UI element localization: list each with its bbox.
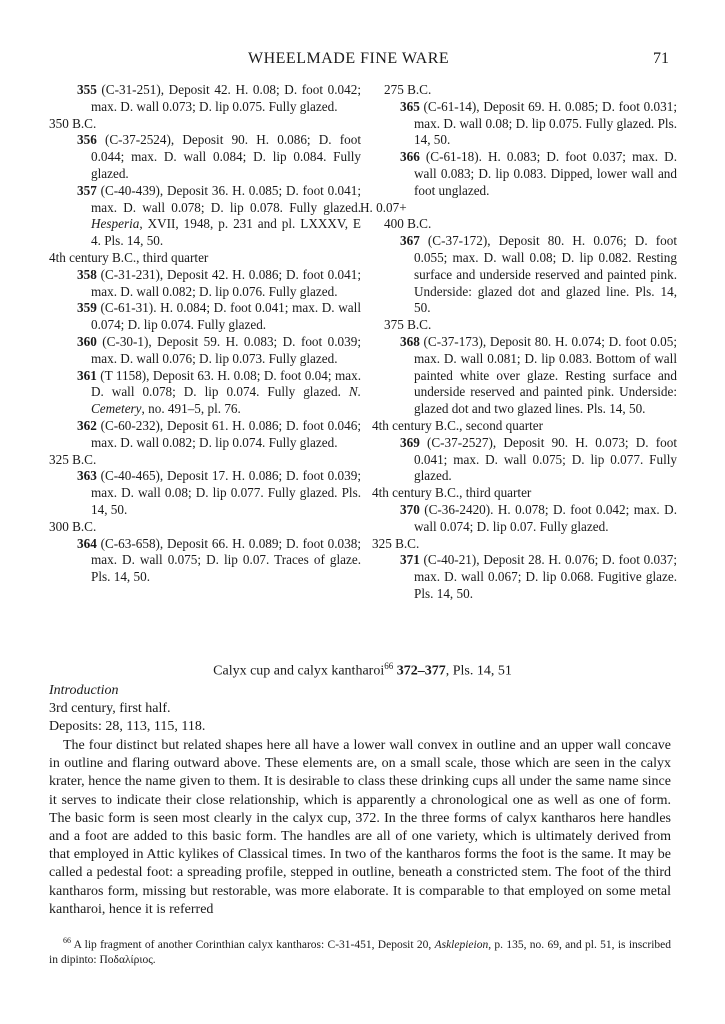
citation-title: Hesperia: [91, 216, 140, 232]
entry-number: 358: [77, 266, 97, 282]
catalogue-entry: [49, 418, 361, 452]
entry-text: (C-30-1), Deposit 59. H. 0.083; D. foot 0.039; max. D. wall 0.076; D. lip 0.073. Fully glazed.: [91, 333, 361, 366]
entry-text-tail: , XVII, 1948, p. 231 and pl. LXXXV, E 4. Pls. 14, 50.: [91, 216, 361, 249]
catalogue-entry: [49, 183, 361, 250]
entry-text: (T 1158), Deposit 63. H. 0.08; D. foot 0.04; max. D. wall 0.078; D. lip 0.074. Fully glazed.: [91, 367, 361, 400]
introduction-paragraph: The four distinct but related shapes here all have a lower wall convex in outline and an upper wall concave in outline and flaring outward above. These elements are, on a small scale, those which are seen in the calyx krater, hence the name given to them. It is desirable to class these drinking cups all under the same name since it serves to indicate their close relationship, which is apparently a chronological one as well as one of form. The basic form is seen most clearly in the calyx cup, 372. In the three forms of calyx kantharos here handles and a foot are added to this basic form. The handles are all of one variety, which is ultimately derived from that employed in Attic kylikes of Classical times. In two of the kantharos forms the foot is the same. It may be called a pedestal foot: a spreading profile, stepped in outline, beneath a constricted stem. The foot of the third kantharos form, missing but restorable, was more elaborate. It is comparable to that employed on some metal kantharoi, hence it is referred: [49, 738, 671, 917]
entry-number: 365: [400, 98, 420, 114]
date-heading: 325 B.C.: [49, 451, 97, 467]
catalogue-right-column: [360, 82, 677, 603]
catalogue-entry: [372, 233, 677, 317]
catalogue-entry: [49, 300, 361, 334]
entry-text: (C-60-232), Deposit 61. H. 0.086; D. foot 0.046; max. D. wall 0.082; D. lip 0.074. Fully glazed.: [91, 417, 361, 450]
entry-number: 369: [400, 434, 420, 450]
entry-text: (C-61-31). H. 0.084; D. foot 0.041; max. D. wall 0.074; D. lip 0.074. Fully glazed.: [91, 300, 361, 333]
catalogue-entry: [49, 468, 361, 518]
entry-number: 368: [400, 333, 420, 349]
footnote-citation: Asklepieion: [434, 938, 489, 951]
entry-text: (C-61-18). H. 0.083; D. foot 0.037; max. D. wall 0.083; D. lip 0.083. Dipped, lower wall and foot unglazed.: [414, 149, 677, 198]
catalogue-entry: [372, 435, 677, 485]
entry-text: (C-31-251), Deposit 42. H. 0.08; D. foot 0.042; max. D. wall 0.073; D. lip 0.075. Fully glazed.: [91, 82, 361, 114]
entry-text: (C-37-2527), Deposit 90. H. 0.073; D. foot 0.041; max. D. wall 0.075; D. lip 0.077. Fully glazed.: [414, 434, 677, 484]
entry-number: 371: [400, 552, 420, 568]
date-heading: 4th century B.C., third quarter: [372, 485, 532, 501]
catalogue-entry: [372, 552, 677, 602]
entry-number: 367: [400, 233, 420, 249]
date-heading: 4th century B.C., third quarter: [49, 249, 209, 265]
footnote-text: A lip fragment of another Corinthian calyx kantharos: C-31-451, Deposit 20,: [71, 938, 435, 951]
entry-text: (C-61-14), Deposit 69. H. 0.085; D. foot 0.031; max. D. wall 0.08; D. lip 0.075. Fully glazed. Pls. 14, 50.: [414, 98, 677, 148]
catalogue-entry: [372, 334, 677, 418]
footnote-text-tail: , p. 135, no. 69, and pl. 51, is inscribed in dipinto: Ποδαλίριος.: [49, 938, 671, 966]
date-heading: 375 B.C.: [384, 317, 432, 333]
entry-text: (C-40-465), Deposit 17. H. 0.086; D. foot 0.039; max. D. wall 0.08; D. lip 0.077. Fully glazed. Pls. 14, 50.: [91, 468, 361, 517]
entry-number: 366: [400, 149, 420, 165]
entry-text: (C-63-658), Deposit 66. H. 0.089; D. foot 0.038; max. D. wall 0.075; D. lip 0.07. Traces of glaze. Pls. 14, 50.: [91, 535, 361, 585]
deposits-line: Deposits: 28, 113, 115, 118.: [49, 719, 206, 734]
catalogue-entry: [372, 149, 677, 199]
entry-text: (C-36-2420). H. 0.078; D. foot 0.042; max. D. wall 0.074; D. lip 0.07. Fully glazed.: [414, 501, 677, 534]
page-number: 71: [653, 50, 669, 67]
date-heading: 300 B.C.: [49, 518, 97, 534]
date-line: 3rd century, first half.: [49, 701, 171, 716]
entry-text-tail: , no. 491–5, pl. 76.: [141, 401, 241, 417]
catalogue-entry: [49, 132, 361, 182]
section-title: [0, 661, 725, 680]
date-heading: 350 B.C.: [49, 115, 97, 131]
footnote: [49, 933, 671, 968]
entry-number: 360: [77, 333, 97, 349]
entry-text: (C-37-173), Deposit 80. H. 0.074; D. foot 0.05; max. D. wall 0.081; D. lip 0.083. Bottom of wall painted white over glaze. Resting surface and underside reserved and painted pink. Underside: glazed dot and two glazed lines. Pls. 14, 50.: [414, 333, 677, 417]
catalogue-entry: [372, 99, 677, 149]
section-title-plates: , Pls. 14, 51: [445, 663, 512, 679]
entry-number: 355: [77, 82, 97, 97]
entry-number: 363: [77, 468, 97, 484]
introduction-label: Introduction: [49, 683, 119, 698]
catalogue-left-column: [49, 82, 361, 586]
section-title-text: Calyx cup and calyx kantharoi: [213, 663, 385, 679]
catalogue-entry: [49, 334, 361, 368]
catalogue-entry: [49, 267, 361, 301]
height-heading: H. 0.07+: [360, 199, 407, 215]
entry-number: 370: [400, 501, 420, 517]
date-heading: 275 B.C.: [384, 82, 432, 97]
catalogue-entry: [49, 368, 361, 418]
entry-text: (C-37-2524), Deposit 90. H. 0.086; D. foot 0.044; max. D. wall 0.084; D. lip 0.084. Fully glazed.: [91, 132, 361, 181]
catalogue-entry: [49, 82, 361, 116]
entry-number: 361: [77, 367, 97, 383]
date-heading: 325 B.C.: [372, 535, 420, 551]
section-title-numbers: 372–377: [393, 663, 446, 679]
footnote-reference[interactable]: 66: [384, 661, 394, 671]
entry-text: (C-37-172), Deposit 80. H. 0.076; D. foot 0.055; max. D. wall 0.08; D. lip 0.082. Resting surface and underside reserved and painted pink. Underside: glazed dot and glazed line. Pls. 14, 50.: [414, 233, 677, 316]
catalogue-entry: [49, 536, 361, 586]
citation-title: N. Cemetery: [91, 384, 361, 417]
date-heading: 400 B.C.: [384, 216, 432, 232]
entry-text: (C-31-231), Deposit 42. H. 0.086; D. foot 0.041; max. D. wall 0.082; D. lip 0.076. Fully glazed.: [91, 266, 361, 299]
catalogue-entry: [372, 502, 677, 536]
footnote-mark: 66: [63, 936, 71, 945]
entry-text: (C-40-439), Deposit 36. H. 0.085; D. foot 0.041; max. D. wall 0.078; D. lip 0.078. Fully glazed.: [91, 182, 361, 215]
running-head: WHEELMADE FINE WARE: [248, 50, 450, 67]
entry-number: 359: [77, 300, 97, 316]
date-heading: 4th century B.C., second quarter: [372, 417, 544, 433]
entry-number: 362: [77, 417, 97, 433]
entry-number: 356: [77, 132, 97, 148]
entry-number: 357: [77, 182, 97, 198]
entry-number: 364: [77, 535, 97, 551]
entry-text: (C-40-21), Deposit 28. H. 0.076; D. foot 0.037; max. D. wall 0.067; D. lip 0.068. Fugitive glaze. Pls. 14, 50.: [414, 552, 677, 601]
